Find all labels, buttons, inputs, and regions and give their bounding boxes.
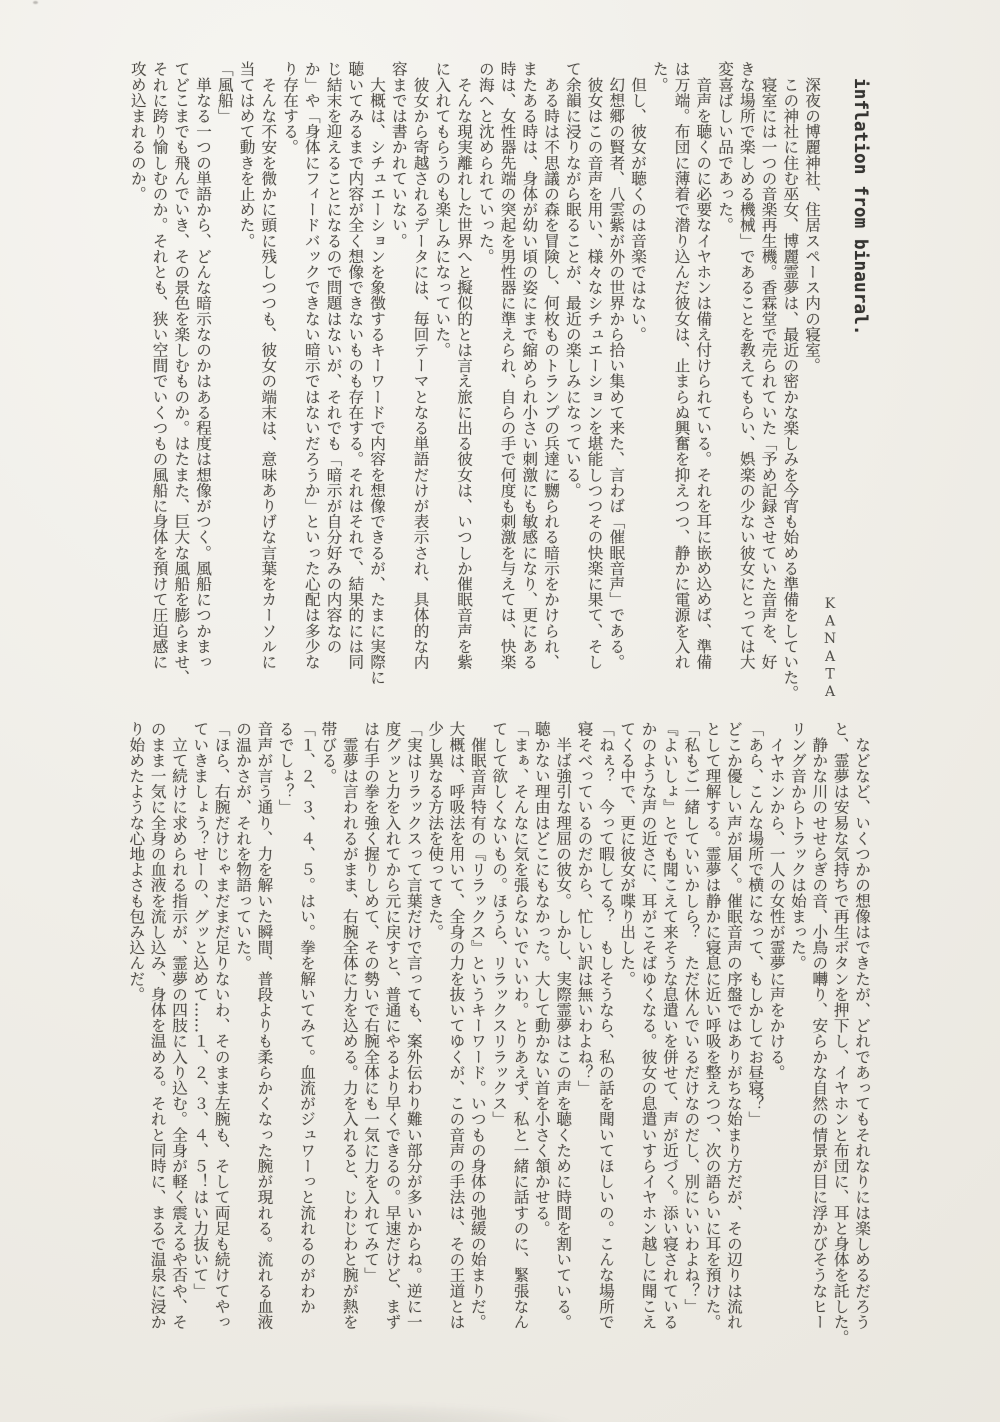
text-column: 音声が言う通り、力を解いた瞬間、普段よりも柔らかくなった腕が現れる。流れる血液 xyxy=(255,721,274,1330)
text-column: どこか優しい声が届く。催眠音声の序盤ではありがちな始まり方だが、その辺りは流れ xyxy=(724,721,743,1330)
text-column: り始めたような心地よさも包み込んだ。 xyxy=(127,721,146,1002)
text-column: 半ば強引な理屈の彼女。しかし、実際霊夢はこの声を聴くために時間を割いている。 xyxy=(554,721,573,1330)
text-column: そんな不安を微かに頭に残しつつも、彼女の端末は、意味ありげな言葉をカーソルに xyxy=(259,61,278,670)
text-column: 「あら、こんな場所で横になって、もしかしてお昼寝？」 xyxy=(746,721,765,1127)
text-column: 攻め込まれるのか。 xyxy=(128,61,147,202)
text-column: 「ほら、右腕だけじゃまだまだ足りないわ、そのまま左腕も、そして両足も続けてやっ xyxy=(212,721,231,1330)
text-column: 彼女はこの音声を用い、様々なシチュエーションを堪能しつつその快楽に果て、そし xyxy=(585,61,604,670)
text-column: 寝そべっているのだから、忙しい訳は無いわよね？」 xyxy=(575,721,594,1096)
text-column: またある時は、身体が幼い頃の姿にまで縮められ小さい刺激にも敏感になり、更にある xyxy=(520,61,539,670)
text-column: た。 xyxy=(650,61,669,93)
text-column: この神社に住む巫女、博麗霊夢は、最近の密かな楽しみを今宵も始める準備をしていた。 xyxy=(781,61,800,701)
text-column: 「ねぇ？ 今って暇してる？ もしそうなら、私の話を聞いてほしいの。こんな場所で xyxy=(596,721,615,1330)
text-column: 「まぁ、そんなに気を張らないでいいわ。とりあえず、私と一緒に話すのに、緊張なん xyxy=(511,721,530,1330)
text-column: は右手の拳を強く握りしめて、その勢いで右腕全体にも一気に力を入れてみて」 xyxy=(362,721,381,1283)
text-column: り存在する。 xyxy=(281,61,299,155)
text-column: は万端。布団に薄着で潜り込んだ彼女は、止まらぬ興奮を抑えつつ、静かに電源を入れ xyxy=(672,61,691,670)
text-column: 変喜ばしい品であった。 xyxy=(716,61,734,233)
author-name: KANATA xyxy=(822,596,838,702)
text-column: 当てはめて動きを止めた。 xyxy=(237,61,256,249)
text-column: 深夜の博麗神社、住居スペース内の寝室。 xyxy=(803,61,821,373)
text-column: るでしょ？」 xyxy=(276,721,295,815)
text-column: 但し、彼女が聴くのは音楽ではない。 xyxy=(629,61,647,342)
text-column: ある時は不思議の森を冒険し、何枚ものトランプの兵達に嬲られる暗示をかけられ、 xyxy=(542,61,560,670)
text-column: 単なる一つの単語から、どんな暗示なのかはある程度は想像がつく。風船につかまっ xyxy=(194,61,212,670)
text-column: 聴いてみるまで内容が全く想像できないものも存在する。それはそれで、結果的には同 xyxy=(346,61,365,670)
text-column: などなど、いくつかの想像はできたが、どれであってもそれなりには楽しめるだろう xyxy=(853,721,871,1330)
text-column: きな場所で楽しめる機械」であることを教えてもらい、娯楽の少ない彼女にとっては大 xyxy=(737,61,756,670)
text-column: て余韻に浸りながら眠ることが、最近の楽しみになっている。 xyxy=(563,61,582,498)
text-column: の海へと沈められていった。 xyxy=(476,61,495,264)
text-column: 「風船」 xyxy=(215,61,234,124)
text-column: として理解する。霊夢は静かに寝息に近い呼吸を整えつつ、次の語らいに耳を預けた。 xyxy=(703,721,722,1330)
lower-text-block xyxy=(120,721,872,1357)
text-column: と、霊夢は安易な気持ちで再生ボタンを押下し、イヤホンと布団に、耳と身体を託した。 xyxy=(831,721,850,1345)
text-column: 静かな川のせせらぎの音、小鳥の囀り、安らかな自然の情景が目に浮かびそうなヒー xyxy=(810,721,829,1330)
text-column: 時は、女性器先端の突起を男性器に準えられ、自らの手で何度も刺激を与えては、快楽 xyxy=(498,61,517,670)
text-column: 彼女から寄越されるデータには、毎回テーマとなる単語だけが表示され、具体的な内 xyxy=(411,61,430,670)
text-column: 帯びる。 xyxy=(319,721,338,784)
text-column: の温かさが、それを物語っていた。 xyxy=(234,721,253,971)
text-column: 音声を聴くのに必要なイヤホンは備え付けられている。それを耳に嵌め込めば、準備 xyxy=(694,61,713,670)
text-column: 少し異なる方法を使ってきた。 xyxy=(426,721,445,940)
text-column: イヤホンから、一人の女性が霊夢に声をかける。 xyxy=(767,721,786,1080)
text-column: のまま一気に全身の血液を流し込み、身体を温める。それと同時に、まるで温泉に浸か xyxy=(148,721,167,1330)
text-column: じ結末を迎えることになるので問題はないが、それでも「暗示が自分好みの内容なの xyxy=(324,61,343,654)
text-column: 大概は、呼吸法を用いて、全身の力を抜いてゆくが、この音声の手法は、その王道とは xyxy=(447,721,466,1330)
page-title: inflation from binaural. xyxy=(850,78,870,336)
text-column: 容までは書かれていない。 xyxy=(389,61,408,249)
text-column: 催眠音声特有の『リラックス』というキーワード。いつもの身体の弛緩の始まりだ。 xyxy=(468,721,487,1330)
text-column: リング音からトラックは始まった。 xyxy=(788,721,807,971)
scan-speck xyxy=(33,1,38,4)
text-column: 寝室には一つの音楽再生機。香霖堂で売られていた「予め記録させていた音声を、好 xyxy=(759,61,778,670)
text-column: そんな現実離れした世界へと擬似的とは言え旅に出る彼女は、いつしか催眠音声を紫 xyxy=(455,61,473,670)
text-column: てくる中で、更に彼女が喋り出した。 xyxy=(618,721,637,987)
text-column: それに跨り愉しむのか。それとも、狭い空間でいくつもの風船に身体を預けて圧迫感に xyxy=(150,61,169,670)
upper-text-block xyxy=(122,61,822,713)
text-column: 霊夢は言われるがまま、右腕全体に力を込める。力を入れると、じわじわと腕が熱を xyxy=(340,721,359,1330)
text-column: 立て続けに求められる指示が、霊夢の四肢に入り込む。全身が軽く震えるや否や、そ xyxy=(170,721,188,1330)
text-column: 幻想郷の賢者、八雲紫が外の世界から拾い集めて来た、言わば「催眠音声」である。 xyxy=(607,61,626,670)
text-column: 「私もご一緒していいかしら？ ただ休んでいるだけなのだし、別にいいわよね？」 xyxy=(682,721,701,1314)
text-column: か」や「身体にフィードバックできない暗示ではないだろうか」といった心配は多少な xyxy=(302,61,321,670)
text-column: 「実はリラックスって言葉だけで言っても、案外伝わり難い部分が多いからね。逆に一 xyxy=(404,721,423,1330)
text-column: ていきましょう？せーの、グッと込めて……１、２、３、４、５！はい力抜いて」 xyxy=(191,721,210,1299)
text-column: てどこまでも飛んでいき、その景色を楽しむものか。はたまた、巨大な風船を膨らませ、 xyxy=(172,61,191,685)
text-column: 大概は、シチュエーションを象徴するキーワードで内容を想像できるが、たまに実際に xyxy=(368,61,386,685)
text-column: てして欲しくないもの。ほうら、リラックスリラックス」 xyxy=(490,721,509,1127)
text-column: 『よいしょ』とでも聞こえて来そうな息遣いを併せて、声が近づく。添い寝されている xyxy=(660,721,679,1330)
text-column: 「１、２、３、４、５。はい。拳を解いてみて。血流がジュワーっと流れるのがわか xyxy=(298,721,317,1314)
text-column: かのような声の近さに、耳がこそばゆくなる。彼女の息遣いすらイヤホン越しに聞こえ xyxy=(639,721,658,1330)
text-column: 度グッと力を入れてから元に戻すと、普通にやるより早くできるの。早速だけど、まず xyxy=(383,721,402,1330)
text-column: 聴かない理由はどこにもなかった。大して動かない首を小さく頷かせる。 xyxy=(532,721,551,1236)
scan-smudge xyxy=(150,1404,570,1422)
text-column: に入れてもらうのも楽しみになっていた。 xyxy=(433,61,452,358)
